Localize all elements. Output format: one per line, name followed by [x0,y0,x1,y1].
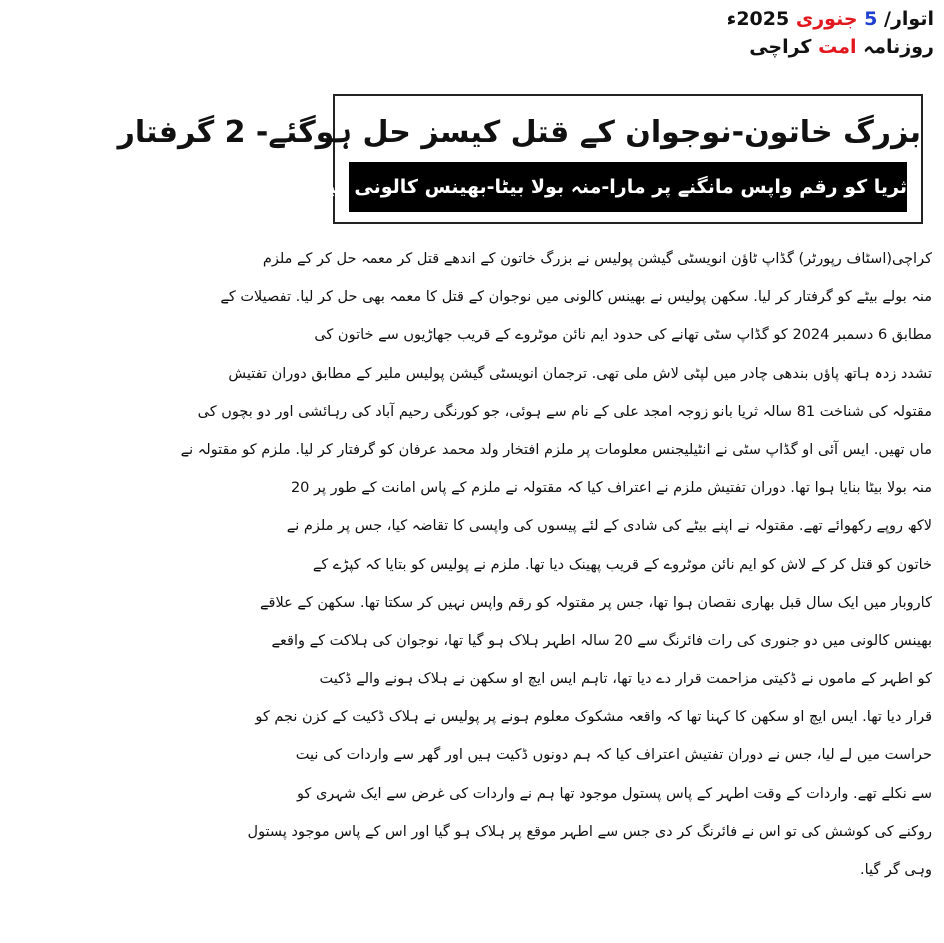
article-line: مطابق 6 دسمبر 2024 کو گڈاپ سٹی تھانے کی حدود ایم نائن موٹروے کے قریب جھاڑیوں سے خاتون کی [314,327,932,344]
weekday: اتوار [890,8,934,30]
article-line: تشدد زدہ ہاتھ پاؤں بندھی چادر میں لپٹی لاش ملی تھی. ترجمان انویسٹی گیشن پولیس ملیر کے مطابق دوران تفتیش [228,365,932,382]
article-line: ماں تھیں. ایس آئی او گڈاپ سٹی نے انٹیلیجنس معلومات پر ملزم افتخار ولد محمد عرفان کو گرفتار کر لیا. ملزم کو مقتولہ نے [180,441,932,458]
headline: بزرگ خاتون-نوجوان کے قتل کیسز حل ہوگئے- 2 گرفتار [117,115,921,150]
article-line: قرار دیا تھا. ایس ایچ او سکھن کا کہنا تھا کہ واقعہ مشکوک معلوم ہونے پر پولیس نے ہلاک ڈکیت کے کزن نجم کو [255,709,932,726]
article-line: بھینس کالونی میں دو جنوری کی رات فائرنگ سے 20 سالہ اطہر ہلاک ہو گیا تھا، نوجوان کی ہلاکت کے واقعے [271,632,932,649]
article-line: کو اطہر کے ماموں نے ڈکیتی مزاحمت قرار دے دیا تھا، تاہم ایس ایچ او سکھن نے ہلاک ہونے والے ڈکیت [319,671,932,688]
article-line: منہ بولے بیٹے کو گرفتار کر لیا. سکھن پولیس نے بھینس کالونی میں نوجوان کے قتل کا معمہ بھی حل کر لیا. تفصیلات کے [220,289,932,306]
masthead [634,4,934,60]
article-line: منہ بولا بیٹا بنایا ہوا تھا. دوران تفتیش ملزم نے اعتراف کیا کہ مقتولہ نے ملزم کے پاس امانت کے طور پر 20 [290,480,932,497]
article-body [180,240,932,889]
headline-box [0,94,923,224]
paper-line [634,34,934,60]
article-line: روکنے کی کوشش کی تو اس نے فائرنگ کر دی جس سے اطہر موقع پر ہلاک ہو گیا اور اس کے پاس موجود پستول [247,823,932,840]
article-line: کراچی(اسٹاف رپورٹر) گڈاپ ٹاؤن انویسٹی گیشن پولیس نے بزرگ خاتون کے اندھے قتل کر معمہ حل کر کے ملزم [262,251,932,267]
article-line: خاتون کو قتل کر کے لاش کو ایم نائن موٹروے کے قریب پھینک دیا تھا. ملزم نے پولیس کو بتایا کہ کپڑے کے [312,556,932,573]
article-line: حراست میں لے لیا، جس نے دوران تفتیش اعتراف کیا کہ ہم دونوں ڈکیت ہیں اور گھر سے واردات کی نیت [295,747,932,764]
subheadline: ثریا کو رقم واپس مانگنے پر مارا-منہ بولا بیٹا-بھینس کالونی میں ہلاک اطہر ڈکیت تھا-ساتھی کزن [349,162,907,212]
year: 2025ء [726,8,790,30]
article-line: وہی گر گیا. [859,862,932,878]
paper-city: کراچی [749,36,812,58]
month: جنوری [795,8,858,30]
article-line: سے نکلے تھے. واردات کے وقت اطہر کے پاس پستول موجود تھا ہم نے واردات کی غرض سے ایک شہری کو [296,785,932,802]
paper-prefix: روزنامہ [863,36,934,58]
article-line: مقتولہ کی شناخت 81 سالہ ثریا بانو زوجہ امجد علی کے نام سے ہوئی، جو کورنگی رحیم آباد کی رہائشی اور دو بچوں کی [197,403,932,420]
date-line [634,4,934,34]
article-line: لاکھ روپے رکھوائے تھے. مقتولہ نے اپنے بیٹے کی شادی کے لئے پیسوں کی واپسی کا تقاضہ کیا، جس پر ملزم نے [286,518,932,535]
article-line: کاروبار میں ایک سال قبل بھاری نقصان ہوا تھا، جس پر مقتولہ کو رقم واپس نہیں کر سکتا تھا. سکھن کے علاقے [260,594,932,611]
paper-name: امت [818,36,857,58]
date-separator: / [884,8,891,30]
day: 5 [864,8,878,30]
